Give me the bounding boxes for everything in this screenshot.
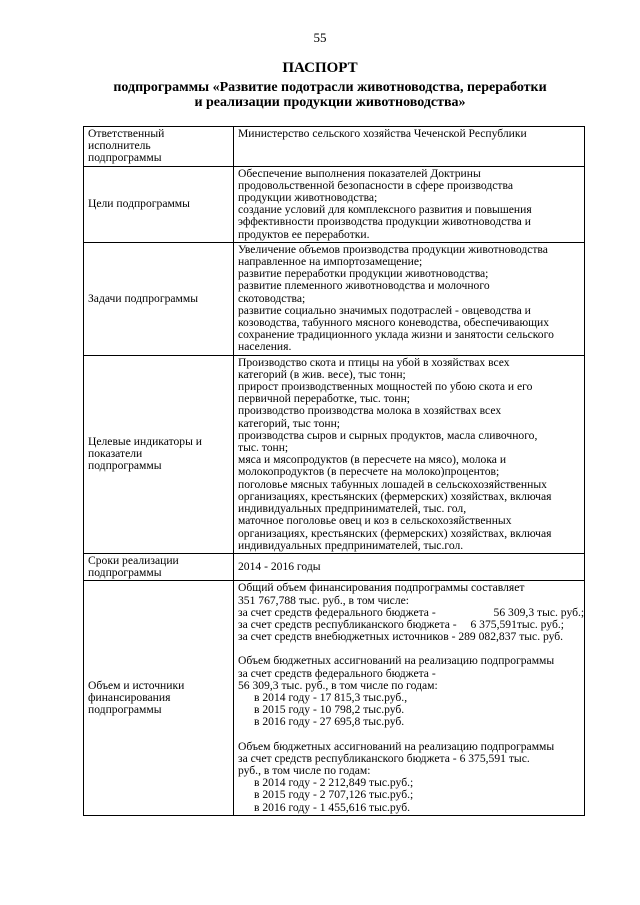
value-line: первичной переработке, тыс. тонн; [238, 392, 411, 406]
document-subtitle [80, 80, 580, 110]
terms-label [84, 553, 234, 580]
value-line: 351 767,788 тыс. руб., в том числе: [238, 593, 409, 607]
goals-label [84, 166, 234, 242]
value-line: козоводства, табунного мясного коневодства, обеспечивающих [238, 316, 550, 330]
row-funding [84, 581, 585, 815]
page-number: 55 [313, 30, 327, 45]
value-line: поголовье мясных табунных лошадей в сельскохозяйственных [238, 477, 547, 491]
label-line: подпрограммы [88, 151, 162, 165]
row-terms [84, 553, 585, 580]
label-line: подпрограммы [88, 459, 162, 473]
value-line: развитие племенного животноводства и молочного [238, 279, 490, 293]
value-line: продукции животноводства; [238, 191, 378, 205]
value-line: за счет средств республиканского бюджета - 6 375,591 тыс. [238, 751, 530, 765]
year-line: в 2015 году - 2 707,126 тыс.руб.; [254, 788, 414, 802]
subtitle-line: подпрограммы «Развитие подотрасли животноводства, переработки [113, 80, 547, 95]
year-line: в 2016 году - 1 455,616 тыс.руб. [254, 800, 410, 814]
value-line: Объем бюджетных ассигнований на реализацию подпрограммы [238, 739, 555, 753]
value-line: маточное поголовье овец и коз в сельскохозяйственных [238, 514, 512, 528]
value-line: производства сыров и сырных продуктов, масла сливочного, [238, 428, 538, 442]
value-line: молокопродуктов (в пересчете на молоко)процентов; [238, 465, 500, 479]
tasks-value [234, 242, 585, 355]
value-line: Объем бюджетных ассигнований на реализацию подпрограммы [238, 654, 555, 668]
value-line: развитие социально значимых подотраслей - овцеводства и [238, 303, 531, 317]
row-indicators [84, 355, 585, 553]
source-text: за счет средств республиканского бюджета - [238, 617, 457, 631]
funding-source-offbudget [238, 631, 581, 643]
value-line: руб., в том числе по годам: [238, 763, 371, 777]
year-line: в 2015 году - 10 798,2 тыс.руб. [254, 703, 405, 717]
label-line: подпрограммы [88, 566, 162, 580]
value-line: индивидуальных предпринимателей, тыс. гол, [238, 502, 467, 516]
tasks-label [84, 242, 234, 355]
document-title: ПАСПОРТ [282, 60, 358, 76]
value-line: создание условий для комплексного развития и повышения [238, 203, 532, 217]
value-line: продовольственной безопасности в сфере производства [238, 178, 513, 192]
value-line: 56 309,3 тыс. руб., в том числе по годам: [238, 678, 438, 692]
value-line: производство производства молока в хозяйствах всех [238, 404, 502, 418]
label-line: показатели [88, 447, 143, 461]
value-line: прирост производственных мощностей по убою скота и его [238, 380, 533, 394]
executor-label [84, 127, 234, 167]
indicators-label [84, 355, 234, 553]
year-line: в 2014 году - 17 815,3 тыс.руб., [254, 690, 408, 704]
value-line: мяса и мясопродуктов (в пересчете на мясо), молока и [238, 453, 507, 467]
label-line: Целевые индикаторы и [88, 434, 202, 448]
value-line: продуктов ее переработки. [238, 227, 370, 241]
label-line: финансирования [88, 690, 171, 704]
label-line: Задачи подпрограммы [88, 291, 198, 305]
value-line: Министерство сельского хозяйства Чеченской Республики [238, 127, 527, 140]
value-line: Производство скота и птицы на убой в хозяйствах всех [238, 355, 510, 369]
source-text: за счет средств федерального бюджета - [238, 605, 436, 619]
year-line: в 2016 году - 27 695,8 тыс.руб. [254, 715, 405, 729]
row-tasks [84, 242, 585, 355]
label-line: подпрограммы [88, 703, 162, 717]
terms-value [234, 553, 585, 580]
label-line: исполнитель [88, 139, 151, 153]
value-line: Увеличение объемов производства продукции животноводства [238, 242, 548, 256]
value-line: организациях, крестьянских (фермерских) хозяйствах, включая [238, 489, 552, 503]
label-line: Сроки реализации [88, 553, 179, 567]
funding-label [84, 581, 234, 815]
value-line: организациях, крестьянских (фермерских) хозяйствах, включая [238, 526, 552, 540]
value-line: сохранение традиционного уклада жизни и занятости сельского [238, 328, 554, 342]
value-line: тыс. тонн; [238, 441, 289, 455]
label-line: Цели подпрограммы [88, 197, 190, 211]
source-amount: 56 309,3 тыс. руб.; [493, 605, 585, 619]
year-line: в 2014 году - 2 212,849 тыс.руб.; [254, 776, 414, 790]
value-line: Обеспечение выполнения показателей Доктрины [238, 166, 481, 180]
value-line: 2014 - 2016 годы [238, 560, 321, 573]
value-line: скотоводства; [238, 291, 306, 305]
label-line: Объем и источники [88, 678, 185, 692]
passport-table [83, 126, 585, 816]
value-line: эффективности производства продукции животноводства и [238, 215, 531, 229]
value-line: индивидуальных предпринимателей, тыс.гол. [238, 538, 464, 552]
value-line: категорий (в жив. весе), тыс тонн; [238, 367, 406, 381]
label-line: Ответственный [88, 127, 165, 140]
value-line: за счет средств федерального бюджета - [238, 666, 436, 680]
funding-value [234, 581, 585, 815]
value-line: категорий, тыс тонн; [238, 416, 341, 430]
value-line: направленное на импортозамещение; [238, 255, 423, 269]
value-line: населения. [238, 340, 292, 354]
row-goals [84, 166, 585, 242]
executor-value [234, 127, 585, 167]
source-amount: 6 375,591тыс. руб.; [470, 617, 564, 631]
source-text: за счет средств внебюджетных источников - 289 082,837 тыс. руб. [238, 630, 564, 644]
indicators-value [234, 355, 585, 553]
value-line: Общий объем финансирования подпрограммы составляет [238, 581, 525, 595]
goals-value [234, 166, 585, 242]
row-executor [84, 127, 585, 167]
subtitle-line: и реализации продукции животноводства» [194, 95, 466, 110]
value-line: развитие переработки продукции животноводства; [238, 267, 489, 281]
